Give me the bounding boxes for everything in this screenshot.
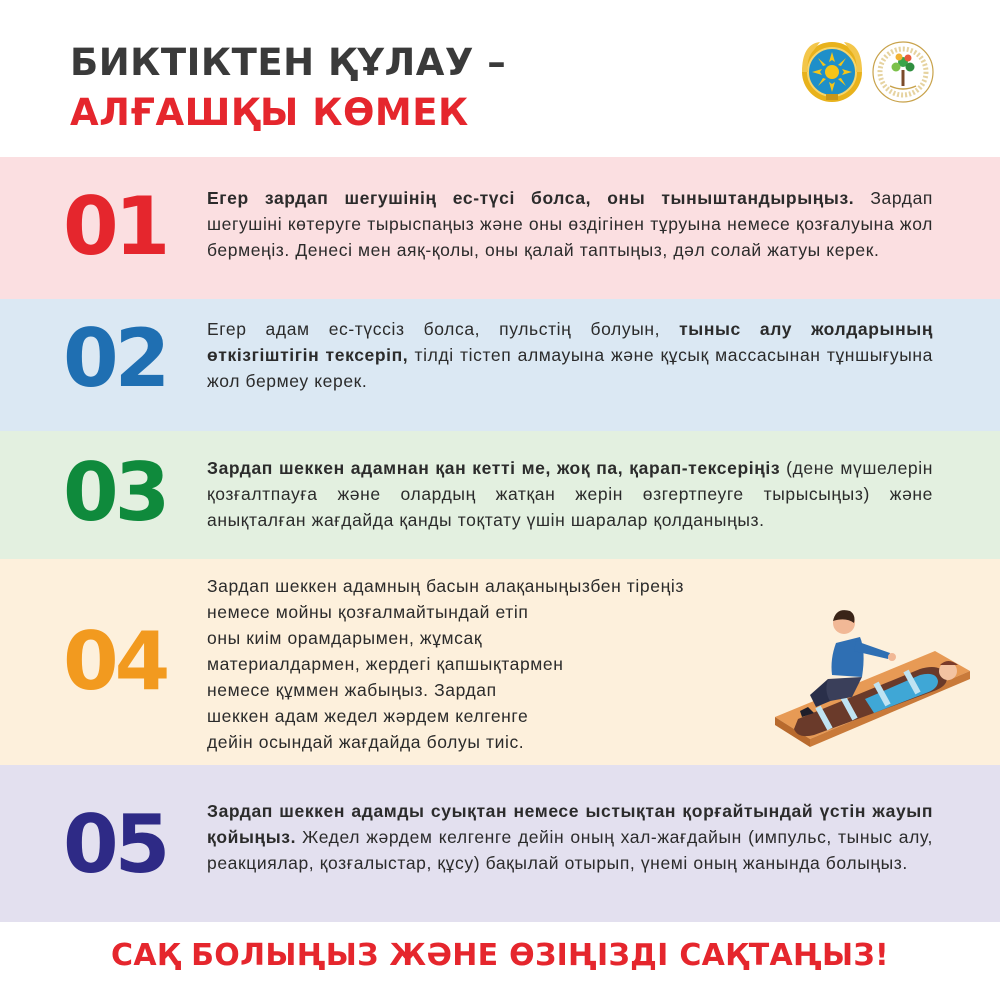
step-01-band: [0, 157, 1000, 299]
step-04-line: немесе құммен жабыңыз. Зардап: [207, 680, 497, 700]
step-04-band: [0, 559, 1000, 765]
step-number-01: 01: [63, 180, 167, 273]
step-number-02: 02: [63, 312, 167, 405]
step-02-bold-text: тыныс алу жолдарының өткізгіштігін тексеріп,: [207, 319, 933, 365]
step-02-band: [0, 299, 1000, 431]
step-number-03: 03: [63, 446, 167, 539]
step-05-body-text: Жедел жәрдем келгенге дейін оның хал-жағдайын (импульс, тыныс алу, реакциялар, қозғалыстар, құсу) бақылай отырып, үнемі оның жанында болыңыз.: [207, 827, 933, 873]
title-line-1: БИКТІКТЕН ҚҰЛАУ –: [70, 41, 507, 84]
step-04-line: дейін осындай жағдайда болуы тиіс.: [207, 732, 525, 752]
step-01-bold-text: Егер зардап шегушінің ес-түсі болса, оны тыныштандырыңыз.: [207, 188, 855, 208]
step-02-lead-text: Егер адам ес-түссіз болса, пульстің болуын,: [207, 319, 680, 339]
step-05-text: [207, 798, 933, 876]
step-03-body-text: (дене мүшелерін қозғалтпауға және олардың жатқан жерін өзгертпеуге тырысыңыз) және анықталған жағдайда қанды тоқтату үшін шаралар қолданыңыз.: [207, 458, 933, 530]
step-02-text: [207, 316, 933, 394]
step-01-body-text: Зардап шегушіні көтеруге тырыспаңыз және оны өздігінен тұруына немесе қозғалуына жол бермеңіз. Денесі мен аяқ-қолы, оны қалай таптыңыз, дәл солай жатуы керек.: [207, 188, 933, 260]
step-05-band: [0, 765, 1000, 922]
step-03-band: [0, 431, 1000, 559]
step-03-bold-text: Зардап шеккен адамнан қан кетті ме, жоқ па, қарап-тексеріңіз: [207, 458, 781, 478]
step-05-bold-text: Зардап шеккен адамды суықтан немесе ыстықтан қорғайтындай үстін жауып қойыңыз.: [207, 801, 933, 847]
step-04-line: оны киім орамдарымен, жұмсақ: [207, 628, 483, 648]
step-03-text: [207, 455, 933, 533]
step-02-body-text: тілді тістеп алмауына және құсық массасынан тұншығуына жол бермеу керек.: [207, 345, 933, 391]
step-04-line: материалдармен, жердегі қапшықтармен: [207, 654, 564, 674]
first-aid-stretcher-illustration: [770, 579, 975, 759]
footer-slogan: САҚ БОЛЫҢЫЗ ЖӘНЕ ӨЗІҢІЗДІ САҚТАҢЫЗ!: [111, 938, 889, 973]
step-01-text: [207, 185, 933, 263]
step-04-line: шеккен адам жедел жәрдем келгенге: [207, 706, 529, 726]
tree-people-logo-icon: [870, 40, 936, 104]
step-number-05: 05: [63, 798, 167, 891]
step-04-line: Зардап шеккен адамның басын алақаныңызбен тіреңіз: [207, 576, 684, 596]
title-line-2: АЛҒАШҚЫ КӨМЕК: [70, 91, 469, 134]
step-number-04: 04: [63, 615, 167, 708]
state-emblem-icon: [800, 40, 864, 104]
page-title: [70, 38, 506, 138]
step-04-line: немесе мойны қозғалмайтындай етіп: [207, 602, 529, 622]
step-04-text: [207, 573, 767, 755]
